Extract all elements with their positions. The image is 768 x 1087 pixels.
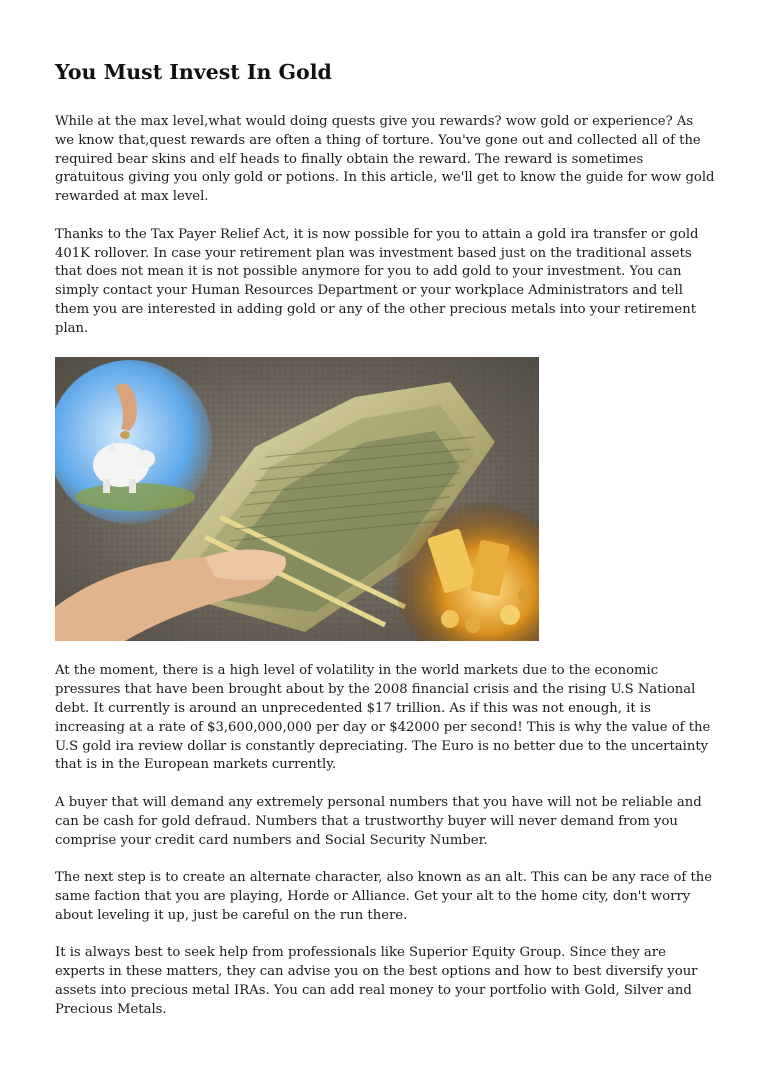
document-page xyxy=(55,58,715,1038)
paragraph-4: A buyer that will demand any extremely personal numbers that you have will not be reliable and can be cash for gold defraud. Numbers that a trustworthy buyer will never demand from you comprise your credit card numbers and Social Security Number. xyxy=(55,794,702,848)
paragraph-1: While at the max level,what would doing quests give you rewards? wow gold or experience? As we know that,quest rewards are often a thing of torture. You've gone out and collected all of the required bear skins and elf heads to finally obtain the reward. The reward is sometimes gratuitous giving you only gold or potions. In this article, we'll get to know the guide for wow gold rewarded at max level. xyxy=(55,114,715,205)
paragraph-2: Thanks to the Tax Payer Relief Act, it is now possible for you to attain a gold ira transfer or gold 401K rollover. In case your retirement plan was investment based just on the traditional assets that does not mean it is not possible anymore for you to add gold to your investment. You can simply contact your Human Resources Department or your workplace Administrators and tell them you are interested in adding gold or any of the other precious metals into your retirement plan. xyxy=(55,226,699,336)
paragraph-5: The next step is to create an alternate character, also known as an alt. This can be any race of the same faction that you are playing, Horde or Alliance. Get your alt to the home city, don't worry about leveling it up, just be careful on the run there. xyxy=(55,870,713,923)
paragraph-6: It is always best to seek help from professionals like Superior Equity Group. Since they are experts in these matters, they can advise you on the best options and how to best diversify your assets into precious metal IRAs. You can add real money to your portfolio with Gold, Silver and Precious Metals. xyxy=(55,945,698,1017)
paragraph-3: At the moment, there is a high level of volatility in the world markets due to the economic pressures that have been brought about by the 2008 financial crisis and the rising U.S National debt. It currently is around an unprecedented $17 trillion. As if this was not enough, it is increasing at a rate of $3,600,000,000 per day or $42000 per second! This is why the value of the U.S gold ira review dollar is constantly depreciating. The Euro is no better due to the uncertainty that is in the European markets currently. xyxy=(55,663,711,773)
piggy-bank-vignette xyxy=(55,360,212,524)
article-title: You Must Invest In Gold xyxy=(55,60,332,84)
money-gold-illustration xyxy=(55,357,539,641)
